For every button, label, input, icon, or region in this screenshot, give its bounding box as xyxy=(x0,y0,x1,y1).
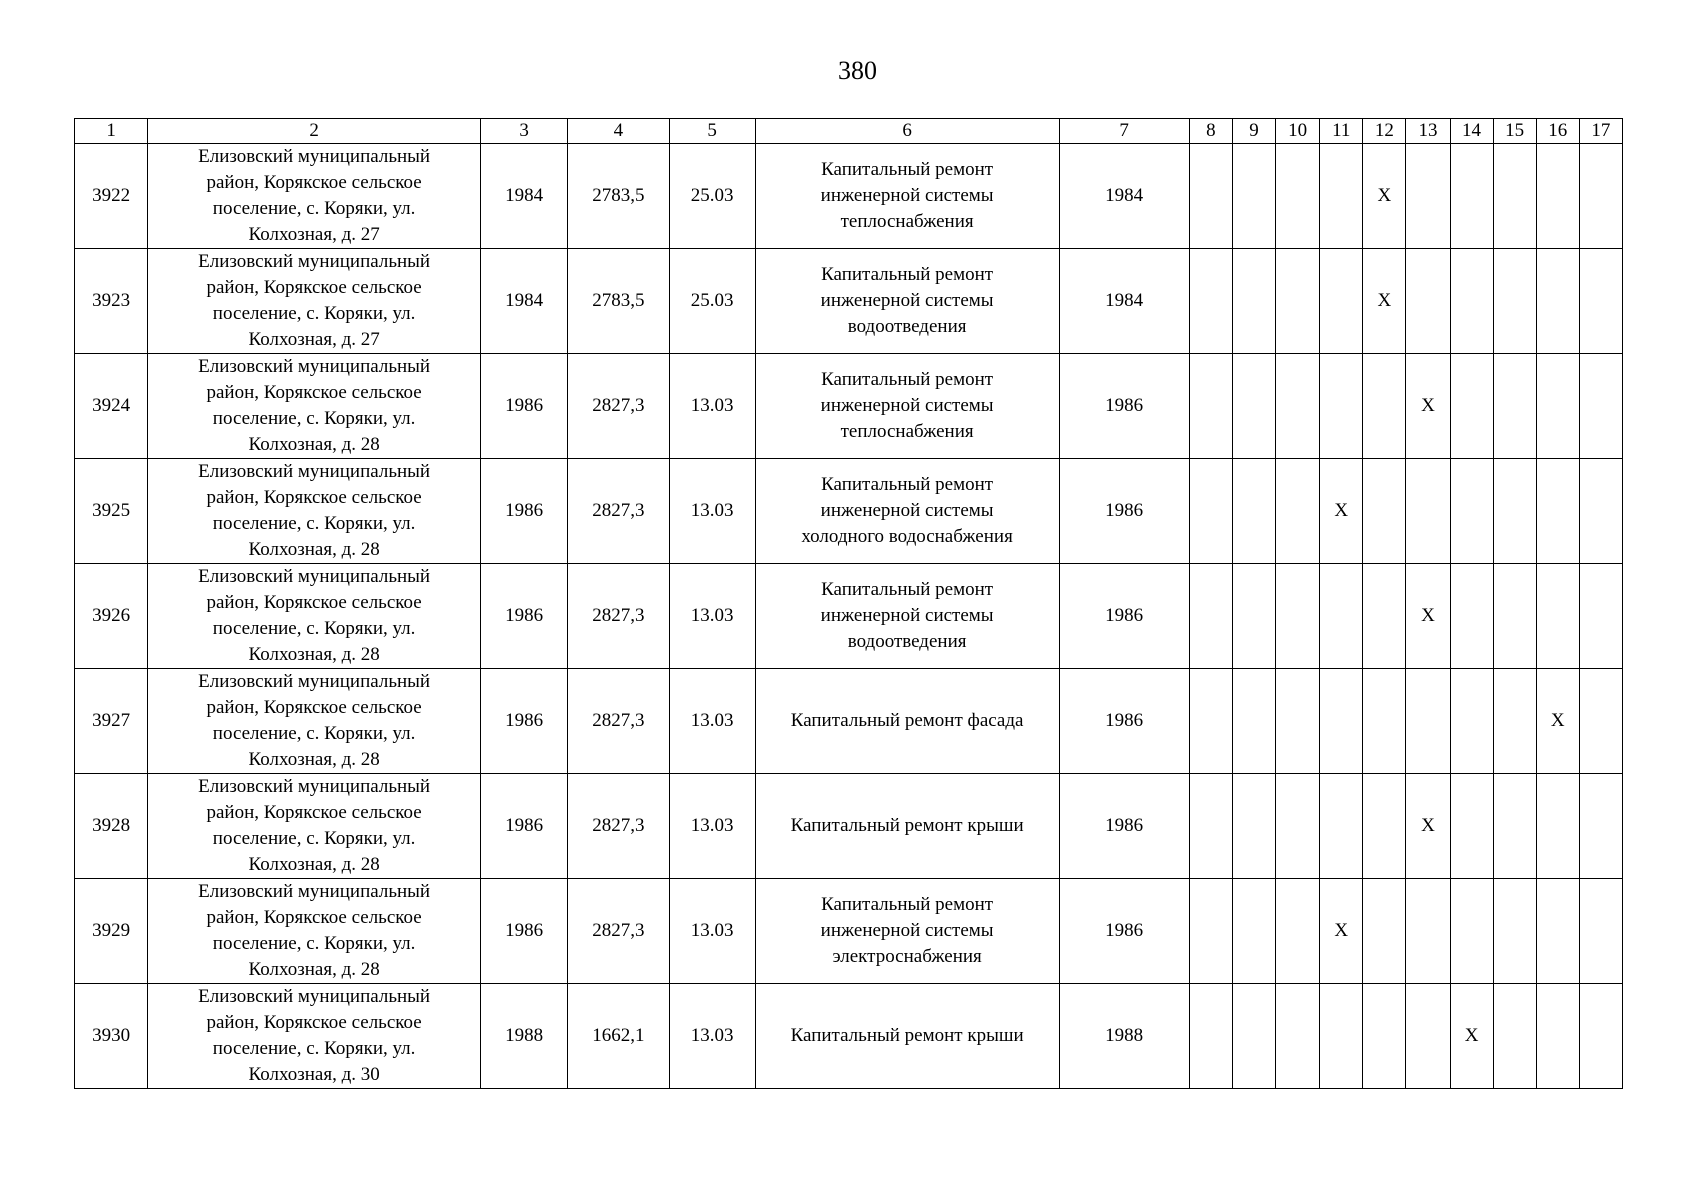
table-row xyxy=(75,459,1623,564)
period-cell-empty xyxy=(1536,459,1579,564)
address-cell xyxy=(148,144,481,249)
code: 13.03 xyxy=(669,669,755,774)
column-header-6: 6 xyxy=(755,119,1059,144)
address-cell xyxy=(148,249,481,354)
period-cell-empty xyxy=(1493,354,1536,459)
text-line: теплоснабжения xyxy=(840,211,974,232)
period-cell-empty xyxy=(1276,774,1320,879)
period-mark-cell: Х xyxy=(1406,564,1450,669)
row-id: 3922 xyxy=(75,144,148,249)
text-line: поселение, с. Коряки, ул. xyxy=(212,828,416,849)
column-header-7: 7 xyxy=(1059,119,1189,144)
text-line: Капитальный ремонт xyxy=(821,159,994,180)
text-line: Капитальный ремонт крыши xyxy=(790,1025,1024,1046)
text-line: инженерной системы xyxy=(820,290,994,311)
column-header-15: 15 xyxy=(1493,119,1536,144)
text-line: Елизовский муниципальный xyxy=(198,146,431,167)
column-header-13: 13 xyxy=(1406,119,1450,144)
build-year: 1988 xyxy=(481,984,568,1089)
period-cell-empty xyxy=(1579,144,1622,249)
period-cell-empty xyxy=(1536,984,1579,1089)
period-cell-empty xyxy=(1320,774,1363,879)
period-cell-empty xyxy=(1363,459,1406,564)
text-line: Елизовский муниципальный xyxy=(198,671,431,692)
work-type-cell xyxy=(755,879,1059,984)
text-line: район, Корякское сельское xyxy=(206,487,422,508)
text-line: поселение, с. Коряки, ул. xyxy=(212,723,416,744)
period-cell-empty xyxy=(1493,249,1536,354)
address-cell xyxy=(148,774,481,879)
planned-year: 1984 xyxy=(1059,249,1189,354)
period-cell-empty xyxy=(1406,459,1450,564)
work-type-cell xyxy=(755,774,1059,879)
row-id: 3925 xyxy=(75,459,148,564)
period-cell-empty xyxy=(1536,879,1579,984)
address-cell xyxy=(148,984,481,1089)
address-cell xyxy=(148,354,481,459)
period-cell-empty xyxy=(1493,984,1536,1089)
column-header-8: 8 xyxy=(1189,119,1232,144)
text-line: район, Корякское сельское xyxy=(206,382,422,403)
table-row xyxy=(75,144,1623,249)
period-cell-empty xyxy=(1363,774,1406,879)
text-line: поселение, с. Коряки, ул. xyxy=(212,933,416,954)
text-line: поселение, с. Коряки, ул. xyxy=(212,513,416,534)
text-line: Капитальный ремонт xyxy=(821,894,994,915)
period-cell-empty xyxy=(1276,669,1320,774)
planned-year: 1984 xyxy=(1059,144,1189,249)
period-mark-cell: Х xyxy=(1406,354,1450,459)
column-header-10: 10 xyxy=(1276,119,1320,144)
header-row xyxy=(75,119,1623,144)
text-line: Колхозная, д. 28 xyxy=(248,959,380,980)
period-cell-empty xyxy=(1276,144,1320,249)
period-mark-cell: Х xyxy=(1320,459,1363,564)
period-cell-empty xyxy=(1536,249,1579,354)
period-cell-empty xyxy=(1363,879,1406,984)
column-header-2: 2 xyxy=(148,119,481,144)
period-cell-empty xyxy=(1536,564,1579,669)
column-header-14: 14 xyxy=(1450,119,1493,144)
text-line: Капитальный ремонт xyxy=(821,264,994,285)
period-cell-empty xyxy=(1536,354,1579,459)
work-type-cell xyxy=(755,144,1059,249)
area: 2827,3 xyxy=(568,354,669,459)
code: 13.03 xyxy=(669,459,755,564)
period-cell-empty xyxy=(1406,984,1450,1089)
text-line: инженерной системы xyxy=(820,920,994,941)
period-cell-empty xyxy=(1232,879,1275,984)
period-cell-empty xyxy=(1232,984,1275,1089)
row-id: 3923 xyxy=(75,249,148,354)
period-cell-empty xyxy=(1493,564,1536,669)
table-row xyxy=(75,774,1623,879)
text-line: Елизовский муниципальный xyxy=(198,986,431,1007)
code: 13.03 xyxy=(669,984,755,1089)
column-header-3: 3 xyxy=(481,119,568,144)
period-cell-empty xyxy=(1450,249,1493,354)
period-cell-empty xyxy=(1579,984,1622,1089)
text-line: Елизовский муниципальный xyxy=(198,566,431,587)
area: 1662,1 xyxy=(568,984,669,1089)
period-cell-empty xyxy=(1536,774,1579,879)
period-cell-empty xyxy=(1579,669,1622,774)
text-line: Колхозная, д. 28 xyxy=(248,539,380,560)
code: 13.03 xyxy=(669,354,755,459)
column-header-9: 9 xyxy=(1232,119,1275,144)
address-cell xyxy=(148,459,481,564)
row-id: 3930 xyxy=(75,984,148,1089)
period-cell-empty xyxy=(1406,669,1450,774)
period-cell-empty xyxy=(1232,354,1275,459)
text-line: инженерной системы xyxy=(820,185,994,206)
table-row xyxy=(75,354,1623,459)
planned-year: 1986 xyxy=(1059,564,1189,669)
work-type-cell xyxy=(755,354,1059,459)
text-line: инженерной системы xyxy=(820,395,994,416)
period-cell-empty xyxy=(1450,669,1493,774)
period-cell-empty xyxy=(1363,669,1406,774)
text-line: Капитальный ремонт крыши xyxy=(790,815,1024,836)
text-line: поселение, с. Коряки, ул. xyxy=(212,408,416,429)
period-cell-empty xyxy=(1189,774,1232,879)
planned-year: 1988 xyxy=(1059,984,1189,1089)
period-cell-empty xyxy=(1276,459,1320,564)
period-cell-empty xyxy=(1579,774,1622,879)
text-line: поселение, с. Коряки, ул. xyxy=(212,198,416,219)
period-cell-empty xyxy=(1450,774,1493,879)
text-line: Елизовский муниципальный xyxy=(198,881,431,902)
planned-year: 1986 xyxy=(1059,774,1189,879)
period-cell-empty xyxy=(1536,144,1579,249)
period-cell-empty xyxy=(1450,459,1493,564)
code: 13.03 xyxy=(669,879,755,984)
period-cell-empty xyxy=(1276,354,1320,459)
text-line: Капитальный ремонт xyxy=(821,369,994,390)
table-row xyxy=(75,879,1623,984)
period-cell-empty xyxy=(1406,879,1450,984)
period-cell-empty xyxy=(1579,249,1622,354)
build-year: 1984 xyxy=(481,144,568,249)
period-cell-empty xyxy=(1232,144,1275,249)
text-line: поселение, с. Коряки, ул. xyxy=(212,618,416,639)
period-cell-empty xyxy=(1450,879,1493,984)
row-id: 3929 xyxy=(75,879,148,984)
text-line: Колхозная, д. 28 xyxy=(248,644,380,665)
text-line: Колхозная, д. 28 xyxy=(248,434,380,455)
row-id: 3927 xyxy=(75,669,148,774)
column-header-12: 12 xyxy=(1363,119,1406,144)
period-cell-empty xyxy=(1320,249,1363,354)
period-cell-empty xyxy=(1189,354,1232,459)
code: 13.03 xyxy=(669,564,755,669)
work-type-cell xyxy=(755,564,1059,669)
text-line: Колхозная, д. 28 xyxy=(248,854,380,875)
build-year: 1986 xyxy=(481,669,568,774)
text-line: район, Корякское сельское xyxy=(206,592,422,613)
text-line: холодного водоснабжения xyxy=(801,526,1013,547)
column-header-1: 1 xyxy=(75,119,148,144)
work-type-cell xyxy=(755,669,1059,774)
period-mark-cell: Х xyxy=(1406,774,1450,879)
period-mark-cell: Х xyxy=(1450,984,1493,1089)
text-line: электроснабжения xyxy=(832,946,982,967)
build-year: 1986 xyxy=(481,774,568,879)
period-cell-empty xyxy=(1232,249,1275,354)
text-line: инженерной системы xyxy=(820,605,994,626)
row-id: 3924 xyxy=(75,354,148,459)
text-line: Колхозная, д. 28 xyxy=(248,749,380,770)
text-line: район, Корякское сельское xyxy=(206,907,422,928)
period-mark-cell: Х xyxy=(1363,249,1406,354)
build-year: 1984 xyxy=(481,249,568,354)
planned-year: 1986 xyxy=(1059,354,1189,459)
table-body xyxy=(75,119,1623,1089)
text-line: Капитальный ремонт фасада xyxy=(790,710,1024,731)
period-cell-empty xyxy=(1189,984,1232,1089)
period-mark-cell: Х xyxy=(1320,879,1363,984)
text-line: Елизовский муниципальный xyxy=(198,356,431,377)
period-cell-empty xyxy=(1189,564,1232,669)
period-cell-empty xyxy=(1493,459,1536,564)
period-cell-empty xyxy=(1363,354,1406,459)
area: 2827,3 xyxy=(568,669,669,774)
text-line: район, Корякское сельское xyxy=(206,802,422,823)
period-cell-empty xyxy=(1189,249,1232,354)
period-cell-empty xyxy=(1493,669,1536,774)
period-cell-empty xyxy=(1493,879,1536,984)
page-number: 380 xyxy=(838,56,877,85)
period-cell-empty xyxy=(1579,879,1622,984)
period-cell-empty xyxy=(1450,144,1493,249)
area: 2783,5 xyxy=(568,144,669,249)
area: 2827,3 xyxy=(568,879,669,984)
text-line: район, Корякское сельское xyxy=(206,277,422,298)
period-cell-empty xyxy=(1232,459,1275,564)
text-line: район, Корякское сельское xyxy=(206,172,422,193)
area: 2783,5 xyxy=(568,249,669,354)
period-cell-empty xyxy=(1276,879,1320,984)
row-id: 3926 xyxy=(75,564,148,669)
period-mark-cell: Х xyxy=(1363,144,1406,249)
text-line: Колхозная, д. 27 xyxy=(248,224,380,245)
table-row xyxy=(75,669,1623,774)
period-cell-empty xyxy=(1493,144,1536,249)
column-header-11: 11 xyxy=(1320,119,1363,144)
table-row xyxy=(75,984,1623,1089)
text-line: Елизовский муниципальный xyxy=(198,251,431,272)
address-cell xyxy=(148,564,481,669)
period-cell-empty xyxy=(1579,354,1622,459)
period-cell-empty xyxy=(1579,564,1622,669)
text-line: поселение, с. Коряки, ул. xyxy=(212,303,416,324)
period-cell-empty xyxy=(1406,249,1450,354)
period-cell-empty xyxy=(1493,774,1536,879)
period-cell-empty xyxy=(1189,144,1232,249)
area: 2827,3 xyxy=(568,774,669,879)
build-year: 1986 xyxy=(481,459,568,564)
period-cell-empty xyxy=(1406,144,1450,249)
period-cell-empty xyxy=(1320,984,1363,1089)
period-cell-empty xyxy=(1189,669,1232,774)
column-header-5: 5 xyxy=(669,119,755,144)
area: 2827,3 xyxy=(568,564,669,669)
text-line: Капитальный ремонт xyxy=(821,474,994,495)
text-line: район, Корякское сельское xyxy=(206,697,422,718)
column-header-17: 17 xyxy=(1579,119,1622,144)
code: 25.03 xyxy=(669,144,755,249)
build-year: 1986 xyxy=(481,564,568,669)
table-row xyxy=(75,564,1623,669)
text-line: поселение, с. Коряки, ул. xyxy=(212,1038,416,1059)
period-cell-empty xyxy=(1363,564,1406,669)
planned-year: 1986 xyxy=(1059,669,1189,774)
period-cell-empty xyxy=(1232,564,1275,669)
address-cell xyxy=(148,879,481,984)
work-type-cell xyxy=(755,984,1059,1089)
code: 13.03 xyxy=(669,774,755,879)
text-line: водоотведения xyxy=(847,631,967,652)
text-line: Елизовский муниципальный xyxy=(198,461,431,482)
period-cell-empty xyxy=(1450,564,1493,669)
period-cell-empty xyxy=(1579,459,1622,564)
area: 2827,3 xyxy=(568,459,669,564)
period-cell-empty xyxy=(1276,249,1320,354)
repair-register-table xyxy=(74,118,1623,1089)
work-type-cell xyxy=(755,459,1059,564)
period-cell-empty xyxy=(1276,984,1320,1089)
period-cell-empty xyxy=(1450,354,1493,459)
period-cell-empty xyxy=(1320,144,1363,249)
text-line: Колхозная, д. 27 xyxy=(248,329,380,350)
column-header-16: 16 xyxy=(1536,119,1579,144)
period-cell-empty xyxy=(1320,564,1363,669)
text-line: Колхозная, д. 30 xyxy=(248,1064,380,1085)
period-cell-empty xyxy=(1320,669,1363,774)
table-row xyxy=(75,249,1623,354)
period-cell-empty xyxy=(1320,354,1363,459)
work-type-cell xyxy=(755,249,1059,354)
code: 25.03 xyxy=(669,249,755,354)
period-cell-empty xyxy=(1189,459,1232,564)
period-cell-empty xyxy=(1189,879,1232,984)
text-line: район, Корякское сельское xyxy=(206,1012,422,1033)
row-id: 3928 xyxy=(75,774,148,879)
text-line: Капитальный ремонт xyxy=(821,579,994,600)
planned-year: 1986 xyxy=(1059,879,1189,984)
address-cell xyxy=(148,669,481,774)
text-line: теплоснабжения xyxy=(840,421,974,442)
build-year: 1986 xyxy=(481,879,568,984)
period-cell-empty xyxy=(1363,984,1406,1089)
column-header-4: 4 xyxy=(568,119,669,144)
period-cell-empty xyxy=(1276,564,1320,669)
text-line: водоотведения xyxy=(847,316,967,337)
period-cell-empty xyxy=(1232,669,1275,774)
text-line: Елизовский муниципальный xyxy=(198,776,431,797)
planned-year: 1986 xyxy=(1059,459,1189,564)
build-year: 1986 xyxy=(481,354,568,459)
text-line: инженерной системы xyxy=(820,500,994,521)
period-cell-empty xyxy=(1232,774,1275,879)
period-mark-cell: Х xyxy=(1536,669,1579,774)
